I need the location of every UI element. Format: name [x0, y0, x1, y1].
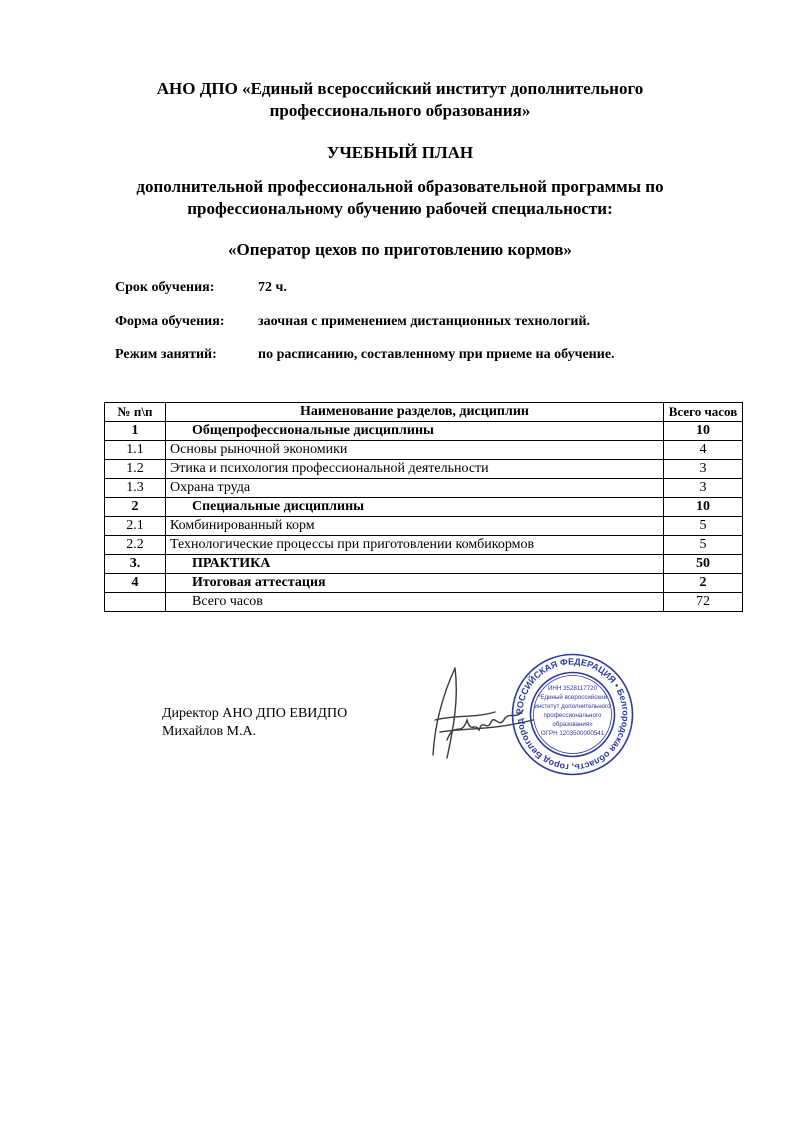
row-name: Всего часов	[166, 593, 664, 612]
row-num	[105, 593, 166, 612]
table-row	[105, 498, 743, 517]
header-hours: Всего часов	[664, 403, 743, 422]
row-num: 1.3	[105, 479, 166, 498]
row-name: Технологические процессы при приготовлении комбикормов	[166, 536, 664, 555]
svg-text:образования»: образования»	[552, 721, 593, 728]
row-num: 2	[105, 498, 166, 517]
curriculum-table	[104, 402, 743, 612]
row-hours: 50	[664, 555, 743, 574]
header-num: № п\п	[105, 403, 166, 422]
table-header-row	[105, 403, 743, 422]
row-name: Специальные дисциплины	[166, 498, 664, 517]
svg-text:ИНН 3528117720: ИНН 3528117720	[547, 685, 598, 692]
row-num: 2.1	[105, 517, 166, 536]
form-value: заочная с применением дистанционных технологий.	[258, 314, 591, 329]
row-hours: 3	[664, 479, 743, 498]
form-label: Форма обучения:	[115, 314, 225, 329]
row-num: 1	[105, 422, 166, 441]
row-name: Итоговая аттестация	[166, 574, 664, 593]
row-num: 1.1	[105, 441, 166, 460]
svg-text:институт дополнительного: институт дополнительного	[534, 703, 611, 710]
table-row	[105, 536, 743, 555]
row-hours: 72	[664, 593, 743, 612]
row-name: ПРАКТИКА	[166, 555, 664, 574]
row-hours: 4	[664, 441, 743, 460]
row-hours: 10	[664, 498, 743, 517]
duration-value: 72 ч.	[258, 280, 287, 295]
row-hours: 5	[664, 517, 743, 536]
row-name: Основы рыночной экономики	[166, 441, 664, 460]
row-hours: 3	[664, 460, 743, 479]
table-row	[105, 479, 743, 498]
program-description: дополнительной профессиональной образовательной программы по профессиональному обучению рабочей специальности:	[136, 177, 664, 218]
svg-text:РОССИЙСКАЯ ФЕДЕРАЦИЯ • Белгоро: РОССИЙСКАЯ ФЕДЕРАЦИЯ • Белгородская область, город Белгород	[514, 656, 631, 773]
stamp-image	[510, 652, 635, 777]
table-row	[105, 555, 743, 574]
table-row	[105, 574, 743, 593]
row-name: Охрана труда	[166, 479, 664, 498]
row-num: 1.2	[105, 460, 166, 479]
row-name: Общепрофессиональные дисциплины	[166, 422, 664, 441]
row-name: Комбинированный корм	[166, 517, 664, 536]
header-name: Наименование разделов, дисциплин	[166, 403, 664, 422]
row-num: 4	[105, 574, 166, 593]
table-row	[105, 422, 743, 441]
row-num: 2.2	[105, 536, 166, 555]
row-num: 3.	[105, 555, 166, 574]
svg-text:профессионального: профессионального	[543, 712, 602, 719]
svg-text:ОГРН 1203500000541: ОГРН 1203500000541	[540, 730, 605, 737]
signoff-block	[162, 705, 347, 741]
table-row	[105, 517, 743, 536]
svg-text:*Единый всероссийский: *Единый всероссийский	[537, 694, 608, 701]
row-name: Этика и психология профессиональной деятельности	[166, 460, 664, 479]
table-total-row	[105, 593, 743, 612]
mode-label: Режим занятий:	[115, 347, 217, 362]
row-hours: 2	[664, 574, 743, 593]
row-hours: 10	[664, 422, 743, 441]
table-row	[105, 460, 743, 479]
director-position: Директор АНО ДПО ЕВИДПО	[162, 706, 348, 721]
specialty-title: «Оператор цехов по приготовлению кормов»	[228, 240, 572, 259]
mode-value: по расписанию, составленному при приеме на обучение.	[258, 347, 615, 362]
org-title: АНО ДПО «Единый всероссийский институт дополнительного профессионального образования»	[156, 79, 644, 120]
row-hours: 5	[664, 536, 743, 555]
duration-label: Срок обучения:	[115, 280, 215, 295]
table-row	[105, 441, 743, 460]
director-name: Михайлов М.А.	[162, 724, 257, 739]
plan-title: УЧЕБНЫЙ ПЛАН	[326, 143, 474, 162]
